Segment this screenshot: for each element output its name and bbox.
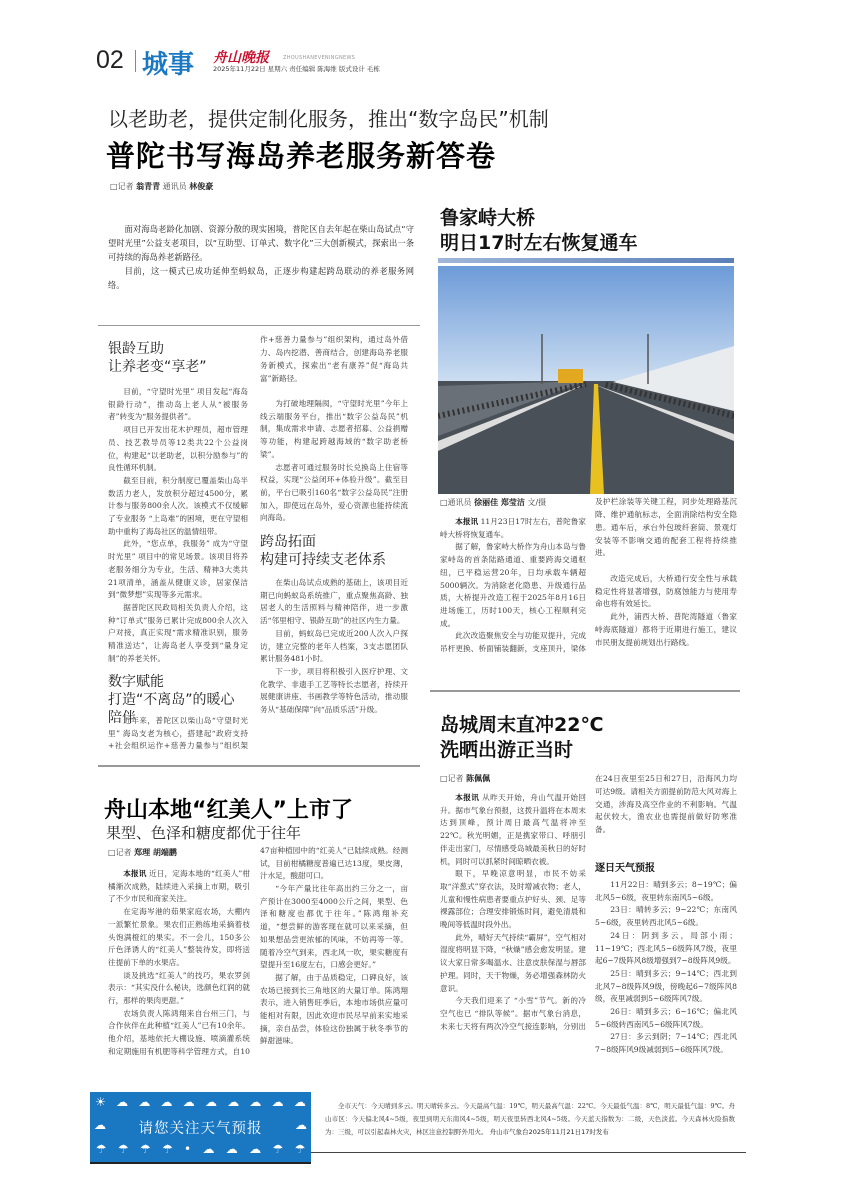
- article1-intro: [108, 222, 414, 292]
- banner-underline: [90, 1162, 311, 1164]
- paragraph: 今天我们迎来了 “小雪”节气。新的冷空气也已 “排队等候”。据市气象台消息，未来七天将有两次冷空气接连影响，分别出: [440, 996, 586, 1031]
- paragraph: 据了解，鲁家峙大桥作为舟山本岛与鲁家峙岛的首条陆路通道、重要跨海交通枢纽，已平稳运营20年，日均承载车辆超5000辆次。为消除老化隐患、升级通行品质，大桥提升改造工程于2025年8月16日进场施工，历时100天，核心工程顺利完成。: [440, 542, 586, 628]
- byline-role: □记者: [108, 848, 132, 857]
- weather-banner-title: 请您关注天气预报: [138, 1121, 263, 1137]
- article3-column-1: [440, 773, 586, 1033]
- intro-paragraph: 面对海岛老龄化加剧、资源分散的现实困境，普陀区自去年起在柴山岛试点“守望时光里”公益支老项目，以“互助型、订单式、数字化”三大创新模式，探索出一条可持续的海岛养老新路径。: [108, 224, 414, 262]
- cloud-icon: ☁: [225, 1142, 238, 1156]
- header-divider: [135, 50, 136, 72]
- article1-column-2: [260, 334, 408, 717]
- article1-byline: [110, 181, 213, 192]
- bridge-photo-image: [438, 266, 734, 494]
- subhead-2-line1: 数字赋能: [108, 674, 164, 691]
- headline-line: 洗晒出游正当时: [440, 739, 574, 761]
- article4-byline: [108, 847, 250, 858]
- byline-name: 徐丽佳 郑莹洁: [474, 498, 525, 507]
- article3-headline: [440, 713, 603, 763]
- byline-name: 林俊豪: [189, 182, 214, 191]
- weather-summary-text: 全市天气：今天晴到多云。明天晴转多云。今天最高气温：19℃，明天最高气温：22℃。今天最低气温：8℃，明天最低气温：9℃。舟山市区：今天偏北风4~5级，夜里到明天东南风4~5级，明天夜里转西北风4~5级。今天蓝天指数为：二级，天色淡蓝。今天森林火险指数为：三级，可以引起森林火灾，林区注意控制野外用火。: [325, 1102, 735, 1136]
- headline-line: 岛城周末直冲22℃: [440, 714, 604, 736]
- cloud-icon: ☁: [94, 1118, 106, 1132]
- byline-name: 郑理 胡端鹏: [134, 848, 177, 857]
- forecast-day: 25日：晴到多云；9~14℃；西北到北风7~8级阵风9级，傍晚起6~7级阵风8级，夜里减弱到5~6级阵风7级。: [595, 968, 737, 1004]
- paragraph-continued: [595, 773, 737, 849]
- forecast-title: 逐日天气预报: [595, 863, 655, 874]
- paragraph: “今年产量比往年高出约三分之一，亩产预计在3000至4000公斤之间，果型、色泽和糖度也都优于往年。”陈鸿翔补充道，“想尝鲜的游客现在就可以来采摘，但如果想品尝更浓郁的风味，不妨再等一等。随着冷空气到来，西北风一吹，果实糖度有望提升至16度左右，口感会更好。”: [260, 884, 408, 970]
- forecast-day: 24日：阴到多云，局部小雨；11~19℃；西北风5~6级阵风7级，夜里起6~7级阵风8级增强到7~8级阵风9级。: [595, 930, 737, 966]
- divider: [98, 325, 420, 326]
- divider: [430, 690, 740, 692]
- paragraph: 志愿者可通过服务时长兑换岛上住宿等权益，实现“公益闭环+体验升级”。截至目前，平台已吸引160名“数字公益岛民”注册加入，即使远在岛外，爱心资源也能持续流向海岛。: [260, 462, 408, 523]
- article2-headline: [440, 206, 637, 256]
- cloud-icon: ☁: [295, 1118, 307, 1132]
- paragraph-continued: [260, 845, 408, 883]
- page-number: 02: [96, 46, 124, 74]
- weather-banner: [90, 1092, 311, 1164]
- paragraph: 据普陀区民政局相关负责人介绍，这种“订单式”服务已累计完成800余人次入户对接，真正实现“需求精准识别，服务精准送达”，让海岛老人享受到“量身定制”的养老关怀。: [108, 602, 248, 663]
- paragraph: 此外，晴好天气持续“霸屏”，空气相对湿度将明显下降，“秋燥”感会愈发明显。建议大家日常多喝温水、注意皮肤保湿与唇部护理。同时，天干物燥，务必增强森林防火意识。: [440, 932, 586, 993]
- rain-icon: ☂: [117, 1142, 129, 1156]
- byline-role: □记者: [440, 774, 464, 783]
- subhead-1-line1: 银龄互助: [108, 341, 164, 357]
- article4-column-2: [260, 845, 408, 1048]
- lead-tag: 本报讯: [123, 869, 147, 878]
- paragraph-continued: [595, 497, 737, 573]
- article4-column-1: [108, 847, 250, 1059]
- subhead-3-line1: 跨岛拓面: [260, 534, 316, 551]
- article2-byline: [440, 497, 586, 508]
- headline-bar: [438, 258, 734, 263]
- headline-line: 明日17时左右恢复通车: [440, 232, 638, 254]
- paragraph: 为打破地理隔阂，“守望时光里”今年上线云端服务平台，推出“数字公益岛民”机制，集成需求申请、志愿者招募、公益捐赠等功能，构建起跨越海域的“数字助老桥梁”。: [260, 399, 408, 459]
- article2-column-2: [595, 497, 737, 649]
- divider: [98, 765, 420, 767]
- rain-icon: ☂: [272, 1142, 284, 1156]
- weather-icons-bottom: [90, 1142, 311, 1156]
- cloud-icon: ☁: [204, 1095, 217, 1109]
- paragraph: 在柴山岛试点成熟的基础上，该项目近期已向蚂蚁岛系统推广，重点聚焦高龄、独居老人的生活照料与精神陪伴，进一步激活“邻里相守、银龄互助”的社区内生力量。: [260, 578, 408, 626]
- bridge-photo: [438, 266, 734, 494]
- paragraph: 11月23日17时左右，普陀鲁家峙大桥将恢复通车。: [440, 517, 587, 539]
- cloud-icon: ☁: [202, 1142, 215, 1156]
- sun-icon: ☀: [95, 1095, 106, 1109]
- cloud-icon: ☁: [249, 1095, 262, 1109]
- weather-summary: [325, 1100, 735, 1139]
- rain-icon: ☂: [294, 1142, 306, 1156]
- paragraph: 此次改造聚焦安全与功能双提升，完成吊杆更换、桥面铺装翻新，支座顶升，梁体: [440, 631, 586, 654]
- paragraph: 谈及挑选“红美人”的技巧，果农罗剑表示：“其实没什么秘诀，选颜色红润的就行，那样的果肉更甜。”: [108, 970, 250, 1006]
- article1-column-1: [108, 340, 248, 735]
- cloud-icon: ☁: [182, 1095, 195, 1109]
- forecast-day: 11月22日：晴到多云；8~19℃；偏北风5~6级，夜里转东南风5~6级。: [595, 880, 737, 902]
- article4-subheadline: 果型、色泽和糖度都优于往年: [106, 824, 302, 842]
- headline-line: 鲁家峙大桥: [440, 207, 536, 229]
- cloud-icon: ☁: [293, 1095, 306, 1109]
- paragraph: 此外，浦西大桥、普陀湾隧道（鲁家峙海底隧道）都将于近期进行施工，建议市民朋友提前规划出行路线。: [595, 612, 737, 647]
- article4-headline: 舟山本地“红美人”上市了: [104, 798, 353, 823]
- cloud-icon: ☁: [271, 1095, 284, 1109]
- byline-name: 陈佩佩: [466, 774, 491, 783]
- section-title: 城事: [142, 50, 195, 80]
- cloud-icon: ☁: [160, 1095, 173, 1109]
- byline-role: □记者: [110, 182, 134, 191]
- subhead-1-line2: 让养老变“享老”: [108, 359, 207, 375]
- paragraph: 此外，“您点单，我服务” 成为“守望时光里” 项目中的常见场景。该项目将养老服务细分为专业，生活、精神3大类共21项清单，涵盖从健康义诊，居家保洁到“微梦想”实现等多元需求。: [108, 539, 248, 600]
- paragraph: 截至目前，积分制度已覆盖柴山岛半数活力老人，发放积分超过4500分，累计参与服务800余人次。该模式不仅缓解了专业服务 “上岛难”的困境，更在守望相助中重构了海岛社区的温情纽带。: [108, 475, 248, 536]
- paragraph: 下一步，项目将积极引入医疗护理、文化教学、非遗手工艺等特长志愿者，持续开展健康讲座、书画教学等特色活动，推动服务从“基础保障”向“品质乐活”升级。: [260, 666, 408, 715]
- paragraph: 眼下，早晚凉意明显，市民不妨采取“洋葱式”穿衣法，及时增减衣物；老人，儿童和慢性病患者要重点护好头、颈、足等裸露部位；合理安排锻炼时间，避免清晨和晚间等低温时段外出。: [440, 869, 586, 930]
- paragraph: 作+慈善力量参与”组织架构，通过岛外借力、岛内挖潜、善商结合，创建海岛养老服务新模式，探索出“老有康养”促“海岛共富”新路径。: [260, 335, 408, 383]
- forecast-day: 26日：晴到多云；6~16℃；偏北风5~6级转西南风5~6级阵风7级。: [595, 1007, 737, 1029]
- weather-icons-top: [90, 1095, 311, 1109]
- byline-suffix: 文/摄: [527, 498, 547, 507]
- lead-tag: 本报讯: [455, 517, 479, 526]
- cloud-icon: ☁: [227, 1095, 240, 1109]
- dot-icon: •: [184, 1142, 192, 1156]
- rain-icon: ☂: [139, 1142, 151, 1156]
- intro-paragraph: 目前，这一模式已成功延伸至蚂蚁岛，正逐步构建起跨岛联动的养老服务网络。: [108, 266, 414, 290]
- paragraph-continued: [260, 334, 408, 398]
- paragraph: 从昨天开始，舟山气温开始回升。据市气象台预报，这拨升温将在本周末达到顶峰，预计周日最高气温将冲至22℃。秋光明媚，正是携家带口、呼朋引伴走出家门，尽情感受岛城最美秋日的好时机，同时可以抓紧时间晾晒衣被。: [440, 793, 587, 866]
- article2-column-1: [440, 497, 586, 656]
- weather-source: 舟山市气象台2025年11月21日17时发布: [489, 1128, 609, 1136]
- byline-name: 翁青青: [136, 182, 161, 191]
- rain-icon: ☂: [161, 1142, 173, 1156]
- forecast-day: 23日：晴转多云；9~22℃；东南风5~6级，夜里转西北风5~6级。: [595, 905, 737, 928]
- article1-kicker: 以老助老，提供定制化服务，推出“数字岛民”机制: [108, 107, 549, 131]
- article3-byline: [440, 773, 586, 784]
- article1-col1-tail: [108, 715, 248, 753]
- divider: [311, 1152, 746, 1153]
- cloud-icon: ☁: [249, 1142, 262, 1156]
- paragraph: 近年来，普陀区以柴山岛“守望时光里” 海岛支老为核心，搭建起“政府支持+社会组织运作+慈善力量参与”组织架: [108, 716, 248, 751]
- paragraph: 及护栏涂装等关键工程，同步处理路基沉降、维护通航标志，全面消除结构安全隐患。通车后，承台外包玻纤套筒、景观灯安装等不影响交通的配套工程将持续推进。: [595, 497, 737, 558]
- paragraph: 47亩种植园中的“红美人”已陆续成熟。经测试，目前柑橘糖度普遍已达13度，果皮薄，汁水足，酸甜可口。: [260, 845, 408, 881]
- paragraph: 在24日夜里至25日和27日，沿海风力均可达9级。请相关方面提前防范大风对海上交通，涉海及高空作业的不利影响。气温起伏较大，渔农业也需提前做好防寒准备。: [595, 774, 737, 834]
- lead-tag: 本报讯: [455, 793, 480, 802]
- rain-icon: ☂: [95, 1142, 107, 1156]
- byline-role: 通讯员: [162, 182, 187, 191]
- cloud-icon: ☁: [138, 1095, 151, 1109]
- paragraph: 项目已开发出花木护理员，超市管理员、技艺教导员等12类共22个公益岗位，构建起“以老助老，以积分励参与”的良性循环机制。: [108, 425, 248, 473]
- newspaper-logo-en: ZHOUSHANEVENINGNEWS: [283, 55, 356, 61]
- paragraph: 改造完成后，大桥通行安全性与承载稳定性将显著增强，防腐蚀能力与使用寿命也将有效延长。: [595, 574, 737, 609]
- subhead-3-line2: 构建可持续支老体系: [260, 552, 386, 569]
- subhead-2-line2: 打造“不离岛”的暖心陪伴: [108, 692, 235, 727]
- paragraph: 目前，“守望时光里” 项目发起“海岛银龄行动”，推动岛上老人从“被服务者”转变为“服务提供者”。: [108, 387, 248, 422]
- paragraph: 近日，定海本地的“红美人”柑橘渐次成熟，陆续进入采摘上市期，吸引了不少市民和商家关注。: [108, 869, 250, 904]
- cloud-icon: ☁: [116, 1095, 129, 1109]
- byline-role: □通讯员: [440, 498, 472, 507]
- newspaper-logo: 舟山晚报: [213, 50, 269, 66]
- header-meta: 2025年11月22日 星期六 责任编辑 陈海维 版式设计 毛栋: [213, 65, 380, 73]
- article3-column-2: [595, 773, 737, 1057]
- paragraph: 在定海岑港的茹果家庭农场，大棚内一派繁忙景象。果农们正熟练地采摘着枝头饱满橙红的果实。不一会儿，150多公斤色泽诱人的“红美人”整装待发，即将送往提前下单的水果店。: [108, 907, 250, 967]
- paragraph: 据了解，由于品质稳定，口碑良好，该农场已接到长三角地区的大量订单。陈鸿翔表示，进入销售旺季后，本地市场供应量可能相对有限，因此欢迎市民尽早前来实地采摘，亲自品尝，体验这份独属于秋冬季节的鲜甜滋味。: [260, 972, 408, 1046]
- article1-headline: 普陀书写海岛养老服务新答卷: [106, 139, 497, 173]
- paragraph: 目前，蚂蚁岛已完成近200人次入户探访，建立完整的老年人档案，3支志愿团队累计服务481小时。: [260, 628, 408, 664]
- forecast-day: 27日：多云到阴；7~14℃；西北风7~8级阵风9级减弱到5~6级阵风7级。: [595, 1032, 737, 1055]
- paragraph: 农场负责人陈鸿翔来自台州三门，与合作伙伴在此种植“红美人”已有10余年。他介绍，基地依托大棚设施、喷滴灌系统和定期施用有机肥等科学管理方式，自10: [108, 1008, 250, 1056]
